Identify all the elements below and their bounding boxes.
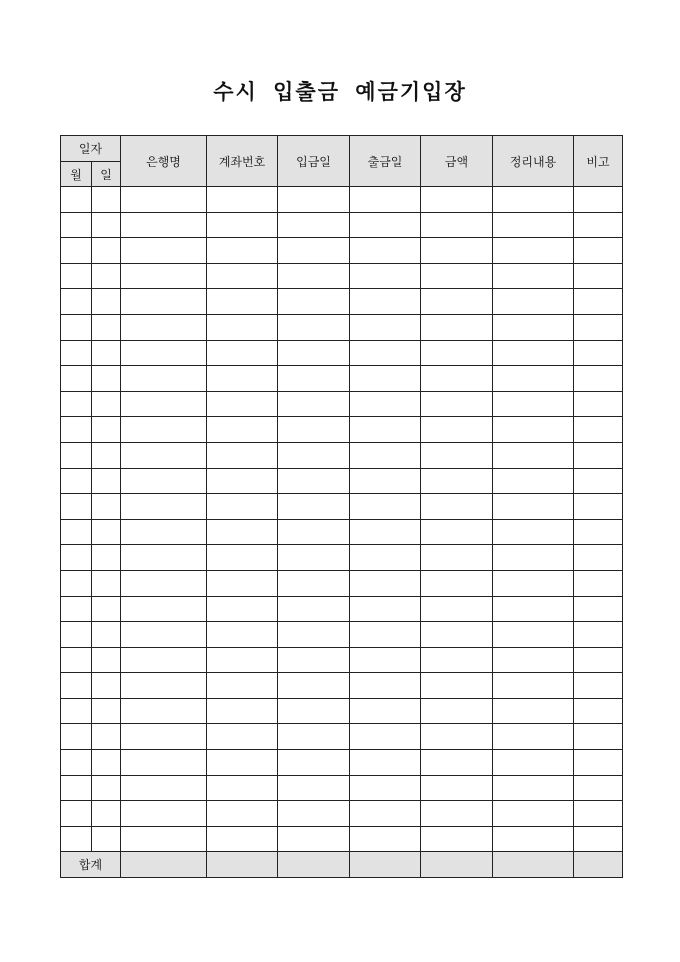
cell-amount[interactable] [421, 263, 493, 289]
cell-remarks[interactable] [574, 468, 623, 494]
cell-amount[interactable] [421, 212, 493, 238]
cell-amount[interactable] [421, 570, 493, 596]
ledger-body [61, 187, 623, 852]
cell-bank-name[interactable] [121, 442, 207, 468]
cell-bank-name[interactable] [121, 545, 207, 571]
cell-bank-name[interactable] [121, 519, 207, 545]
cell-bank-name[interactable] [121, 622, 207, 648]
cell-remarks[interactable] [574, 622, 623, 648]
cell-bank-name[interactable] [121, 673, 207, 699]
table-row [61, 826, 623, 852]
cell-month[interactable] [61, 519, 92, 545]
cell-account-number[interactable] [207, 519, 278, 545]
cell-withdrawal-date[interactable] [350, 391, 421, 417]
cell-details[interactable] [493, 417, 574, 443]
cell-account-number[interactable] [207, 673, 278, 699]
cell-amount[interactable] [421, 622, 493, 648]
cell-month[interactable] [61, 187, 92, 213]
cell-month[interactable] [61, 647, 92, 673]
cell-month[interactable] [61, 314, 92, 340]
total-cell-withdrawal-date [350, 852, 421, 878]
cell-month[interactable] [61, 238, 92, 264]
cell-account-number[interactable] [207, 263, 278, 289]
cell-deposit-date[interactable] [278, 417, 350, 443]
cell-amount[interactable] [421, 596, 493, 622]
cell-bank-name[interactable] [121, 340, 207, 366]
cell-day[interactable] [92, 545, 121, 571]
cell-account-number[interactable] [207, 826, 278, 852]
cell-month[interactable] [61, 366, 92, 392]
cell-amount[interactable] [421, 673, 493, 699]
cell-bank-name[interactable] [121, 263, 207, 289]
cell-month[interactable] [61, 263, 92, 289]
cell-withdrawal-date[interactable] [350, 596, 421, 622]
cell-deposit-date[interactable] [278, 750, 350, 776]
cell-bank-name[interactable] [121, 596, 207, 622]
cell-deposit-date[interactable] [278, 212, 350, 238]
cell-account-number[interactable] [207, 238, 278, 264]
cell-amount[interactable] [421, 417, 493, 443]
cell-bank-name[interactable] [121, 775, 207, 801]
cell-account-number[interactable] [207, 442, 278, 468]
cell-amount[interactable] [421, 647, 493, 673]
cell-account-number[interactable] [207, 647, 278, 673]
cell-day[interactable] [92, 289, 121, 315]
cell-withdrawal-date[interactable] [350, 622, 421, 648]
cell-day[interactable] [92, 519, 121, 545]
cell-remarks[interactable] [574, 750, 623, 776]
cell-withdrawal-date[interactable] [350, 545, 421, 571]
cell-withdrawal-date[interactable] [350, 826, 421, 852]
cell-deposit-date[interactable] [278, 724, 350, 750]
cell-details[interactable] [493, 724, 574, 750]
cell-withdrawal-date[interactable] [350, 340, 421, 366]
table-row [61, 263, 623, 289]
cell-account-number[interactable] [207, 570, 278, 596]
cell-deposit-date[interactable] [278, 545, 350, 571]
cell-amount[interactable] [421, 724, 493, 750]
cell-withdrawal-date[interactable] [350, 750, 421, 776]
cell-account-number[interactable] [207, 801, 278, 827]
header-bank-name: 은행명 [121, 136, 207, 187]
cell-deposit-date[interactable] [278, 673, 350, 699]
cell-remarks[interactable] [574, 775, 623, 801]
cell-details[interactable] [493, 468, 574, 494]
cell-deposit-date[interactable] [278, 391, 350, 417]
table-row [61, 238, 623, 264]
cell-remarks[interactable] [574, 417, 623, 443]
header-remarks: 비고 [574, 136, 623, 187]
cell-details[interactable] [493, 519, 574, 545]
cell-details[interactable] [493, 442, 574, 468]
cell-remarks[interactable] [574, 494, 623, 520]
cell-remarks[interactable] [574, 391, 623, 417]
cell-account-number[interactable] [207, 596, 278, 622]
cell-withdrawal-date[interactable] [350, 263, 421, 289]
cell-deposit-date[interactable] [278, 263, 350, 289]
cell-day[interactable] [92, 826, 121, 852]
deposit-ledger-table [60, 135, 623, 878]
table-row [61, 494, 623, 520]
cell-amount[interactable] [421, 801, 493, 827]
table-row [61, 340, 623, 366]
cell-deposit-date[interactable] [278, 468, 350, 494]
cell-month[interactable] [61, 596, 92, 622]
cell-remarks[interactable] [574, 647, 623, 673]
cell-account-number[interactable] [207, 417, 278, 443]
cell-day[interactable] [92, 366, 121, 392]
table-row [61, 724, 623, 750]
cell-day[interactable] [92, 801, 121, 827]
cell-withdrawal-date[interactable] [350, 673, 421, 699]
cell-amount[interactable] [421, 289, 493, 315]
cell-withdrawal-date[interactable] [350, 314, 421, 340]
cell-withdrawal-date[interactable] [350, 519, 421, 545]
table-row [61, 622, 623, 648]
cell-day[interactable] [92, 340, 121, 366]
cell-details[interactable] [493, 570, 574, 596]
cell-account-number[interactable] [207, 545, 278, 571]
table-row [61, 289, 623, 315]
total-cell-details [493, 852, 574, 878]
cell-withdrawal-date[interactable] [350, 494, 421, 520]
cell-remarks[interactable] [574, 570, 623, 596]
cell-deposit-date[interactable] [278, 519, 350, 545]
cell-withdrawal-date[interactable] [350, 468, 421, 494]
cell-amount[interactable] [421, 750, 493, 776]
cell-details[interactable] [493, 750, 574, 776]
cell-details[interactable] [493, 622, 574, 648]
total-cell-amount [421, 852, 493, 878]
cell-amount[interactable] [421, 519, 493, 545]
total-cell-remarks [574, 852, 623, 878]
cell-details[interactable] [493, 366, 574, 392]
cell-details[interactable] [493, 187, 574, 213]
cell-deposit-date[interactable] [278, 238, 350, 264]
total-row [61, 852, 623, 878]
cell-account-number[interactable] [207, 340, 278, 366]
cell-account-number[interactable] [207, 314, 278, 340]
cell-amount[interactable] [421, 775, 493, 801]
cell-bank-name[interactable] [121, 826, 207, 852]
cell-account-number[interactable] [207, 775, 278, 801]
header-account-number: 계좌번호 [207, 136, 278, 187]
table-row [61, 187, 623, 213]
cell-remarks[interactable] [574, 238, 623, 264]
cell-details[interactable] [493, 212, 574, 238]
cell-month[interactable] [61, 622, 92, 648]
cell-month[interactable] [61, 698, 92, 724]
cell-month[interactable] [61, 570, 92, 596]
cell-month[interactable] [61, 673, 92, 699]
cell-withdrawal-date[interactable] [350, 212, 421, 238]
cell-account-number[interactable] [207, 289, 278, 315]
cell-account-number[interactable] [207, 366, 278, 392]
cell-month[interactable] [61, 340, 92, 366]
cell-deposit-date[interactable] [278, 775, 350, 801]
cell-deposit-date[interactable] [278, 647, 350, 673]
cell-bank-name[interactable] [121, 187, 207, 213]
cell-day[interactable] [92, 750, 121, 776]
cell-details[interactable] [493, 314, 574, 340]
cell-withdrawal-date[interactable] [350, 187, 421, 213]
cell-details[interactable] [493, 698, 574, 724]
cell-month[interactable] [61, 289, 92, 315]
table-row [61, 750, 623, 776]
table-row [61, 775, 623, 801]
cell-deposit-date[interactable] [278, 801, 350, 827]
total-cell-deposit-date [278, 852, 350, 878]
cell-details[interactable] [493, 596, 574, 622]
cell-day[interactable] [92, 775, 121, 801]
cell-details[interactable] [493, 673, 574, 699]
cell-amount[interactable] [421, 468, 493, 494]
table-row [61, 647, 623, 673]
cell-month[interactable] [61, 212, 92, 238]
header-details: 정리내용 [493, 136, 574, 187]
cell-remarks[interactable] [574, 366, 623, 392]
cell-details[interactable] [493, 545, 574, 571]
table-row [61, 545, 623, 571]
table-row [61, 801, 623, 827]
cell-bank-name[interactable] [121, 750, 207, 776]
cell-day[interactable] [92, 724, 121, 750]
header-date-group: 일자 [61, 136, 121, 162]
cell-amount[interactable] [421, 494, 493, 520]
cell-details[interactable] [493, 263, 574, 289]
cell-remarks[interactable] [574, 442, 623, 468]
cell-bank-name[interactable] [121, 417, 207, 443]
cell-bank-name[interactable] [121, 238, 207, 264]
cell-withdrawal-date[interactable] [350, 724, 421, 750]
cell-month[interactable] [61, 545, 92, 571]
cell-details[interactable] [493, 238, 574, 264]
cell-deposit-date[interactable] [278, 366, 350, 392]
table-row [61, 314, 623, 340]
cell-bank-name[interactable] [121, 801, 207, 827]
cell-month[interactable] [61, 801, 92, 827]
cell-day[interactable] [92, 187, 121, 213]
cell-account-number[interactable] [207, 750, 278, 776]
cell-amount[interactable] [421, 238, 493, 264]
cell-day[interactable] [92, 494, 121, 520]
header-month: 월 [61, 162, 92, 187]
cell-details[interactable] [493, 826, 574, 852]
cell-withdrawal-date[interactable] [350, 698, 421, 724]
cell-deposit-date[interactable] [278, 340, 350, 366]
total-label: 합계 [61, 852, 121, 878]
header-amount: 금액 [421, 136, 493, 187]
cell-amount[interactable] [421, 340, 493, 366]
cell-withdrawal-date[interactable] [350, 289, 421, 315]
cell-month[interactable] [61, 391, 92, 417]
cell-month[interactable] [61, 724, 92, 750]
cell-remarks[interactable] [574, 596, 623, 622]
cell-day[interactable] [92, 570, 121, 596]
cell-month[interactable] [61, 468, 92, 494]
cell-bank-name[interactable] [121, 391, 207, 417]
cell-account-number[interactable] [207, 391, 278, 417]
header-day: 일 [92, 162, 121, 187]
cell-remarks[interactable] [574, 340, 623, 366]
cell-deposit-date[interactable] [278, 596, 350, 622]
cell-account-number[interactable] [207, 622, 278, 648]
cell-day[interactable] [92, 417, 121, 443]
cell-remarks[interactable] [574, 289, 623, 315]
cell-deposit-date[interactable] [278, 442, 350, 468]
table-row [61, 519, 623, 545]
cell-bank-name[interactable] [121, 366, 207, 392]
cell-day[interactable] [92, 314, 121, 340]
cell-day[interactable] [92, 596, 121, 622]
cell-deposit-date[interactable] [278, 289, 350, 315]
cell-amount[interactable] [421, 391, 493, 417]
cell-remarks[interactable] [574, 724, 623, 750]
cell-amount[interactable] [421, 698, 493, 724]
table-row [61, 366, 623, 392]
cell-remarks[interactable] [574, 212, 623, 238]
cell-details[interactable] [493, 494, 574, 520]
cell-month[interactable] [61, 417, 92, 443]
cell-day[interactable] [92, 673, 121, 699]
cell-day[interactable] [92, 468, 121, 494]
cell-month[interactable] [61, 775, 92, 801]
cell-deposit-date[interactable] [278, 314, 350, 340]
cell-bank-name[interactable] [121, 698, 207, 724]
cell-details[interactable] [493, 289, 574, 315]
cell-remarks[interactable] [574, 673, 623, 699]
cell-amount[interactable] [421, 826, 493, 852]
cell-day[interactable] [92, 212, 121, 238]
cell-month[interactable] [61, 826, 92, 852]
cell-withdrawal-date[interactable] [350, 417, 421, 443]
cell-remarks[interactable] [574, 826, 623, 852]
table-row [61, 596, 623, 622]
table-row [61, 212, 623, 238]
table-row [61, 698, 623, 724]
cell-details[interactable] [493, 775, 574, 801]
cell-withdrawal-date[interactable] [350, 366, 421, 392]
cell-month[interactable] [61, 494, 92, 520]
table-row [61, 442, 623, 468]
table-row [61, 391, 623, 417]
cell-bank-name[interactable] [121, 494, 207, 520]
cell-deposit-date[interactable] [278, 622, 350, 648]
table-row [61, 673, 623, 699]
cell-remarks[interactable] [574, 263, 623, 289]
cell-withdrawal-date[interactable] [350, 801, 421, 827]
cell-remarks[interactable] [574, 314, 623, 340]
cell-withdrawal-date[interactable] [350, 570, 421, 596]
cell-deposit-date[interactable] [278, 826, 350, 852]
total-cell-account-number [207, 852, 278, 878]
cell-day[interactable] [92, 442, 121, 468]
cell-withdrawal-date[interactable] [350, 238, 421, 264]
cell-amount[interactable] [421, 545, 493, 571]
cell-deposit-date[interactable] [278, 187, 350, 213]
cell-bank-name[interactable] [121, 314, 207, 340]
cell-details[interactable] [493, 647, 574, 673]
page-title: 수시 입출금 예금기입장 [213, 79, 467, 104]
header-deposit-date: 입금일 [278, 136, 350, 187]
cell-day[interactable] [92, 622, 121, 648]
cell-account-number[interactable] [207, 468, 278, 494]
cell-account-number[interactable] [207, 212, 278, 238]
cell-account-number[interactable] [207, 494, 278, 520]
cell-account-number[interactable] [207, 724, 278, 750]
cell-bank-name[interactable] [121, 212, 207, 238]
total-cell-bank-name [121, 852, 207, 878]
cell-remarks[interactable] [574, 801, 623, 827]
cell-day[interactable] [92, 647, 121, 673]
cell-details[interactable] [493, 391, 574, 417]
cell-day[interactable] [92, 698, 121, 724]
cell-account-number[interactable] [207, 187, 278, 213]
cell-deposit-date[interactable] [278, 698, 350, 724]
table-row [61, 417, 623, 443]
cell-month[interactable] [61, 442, 92, 468]
cell-withdrawal-date[interactable] [350, 775, 421, 801]
cell-remarks[interactable] [574, 519, 623, 545]
cell-amount[interactable] [421, 442, 493, 468]
cell-details[interactable] [493, 340, 574, 366]
cell-amount[interactable] [421, 366, 493, 392]
cell-amount[interactable] [421, 314, 493, 340]
cell-bank-name[interactable] [121, 724, 207, 750]
cell-bank-name[interactable] [121, 289, 207, 315]
cell-remarks[interactable] [574, 187, 623, 213]
cell-withdrawal-date[interactable] [350, 647, 421, 673]
table-row [61, 468, 623, 494]
cell-day[interactable] [92, 238, 121, 264]
cell-remarks[interactable] [574, 545, 623, 571]
cell-bank-name[interactable] [121, 647, 207, 673]
cell-remarks[interactable] [574, 698, 623, 724]
cell-day[interactable] [92, 263, 121, 289]
cell-amount[interactable] [421, 187, 493, 213]
cell-day[interactable] [92, 391, 121, 417]
cell-bank-name[interactable] [121, 468, 207, 494]
cell-details[interactable] [493, 801, 574, 827]
cell-month[interactable] [61, 750, 92, 776]
table-row [61, 570, 623, 596]
header-withdrawal-date: 출금일 [350, 136, 421, 187]
cell-account-number[interactable] [207, 698, 278, 724]
cell-deposit-date[interactable] [278, 570, 350, 596]
cell-bank-name[interactable] [121, 570, 207, 596]
cell-deposit-date[interactable] [278, 494, 350, 520]
cell-withdrawal-date[interactable] [350, 442, 421, 468]
